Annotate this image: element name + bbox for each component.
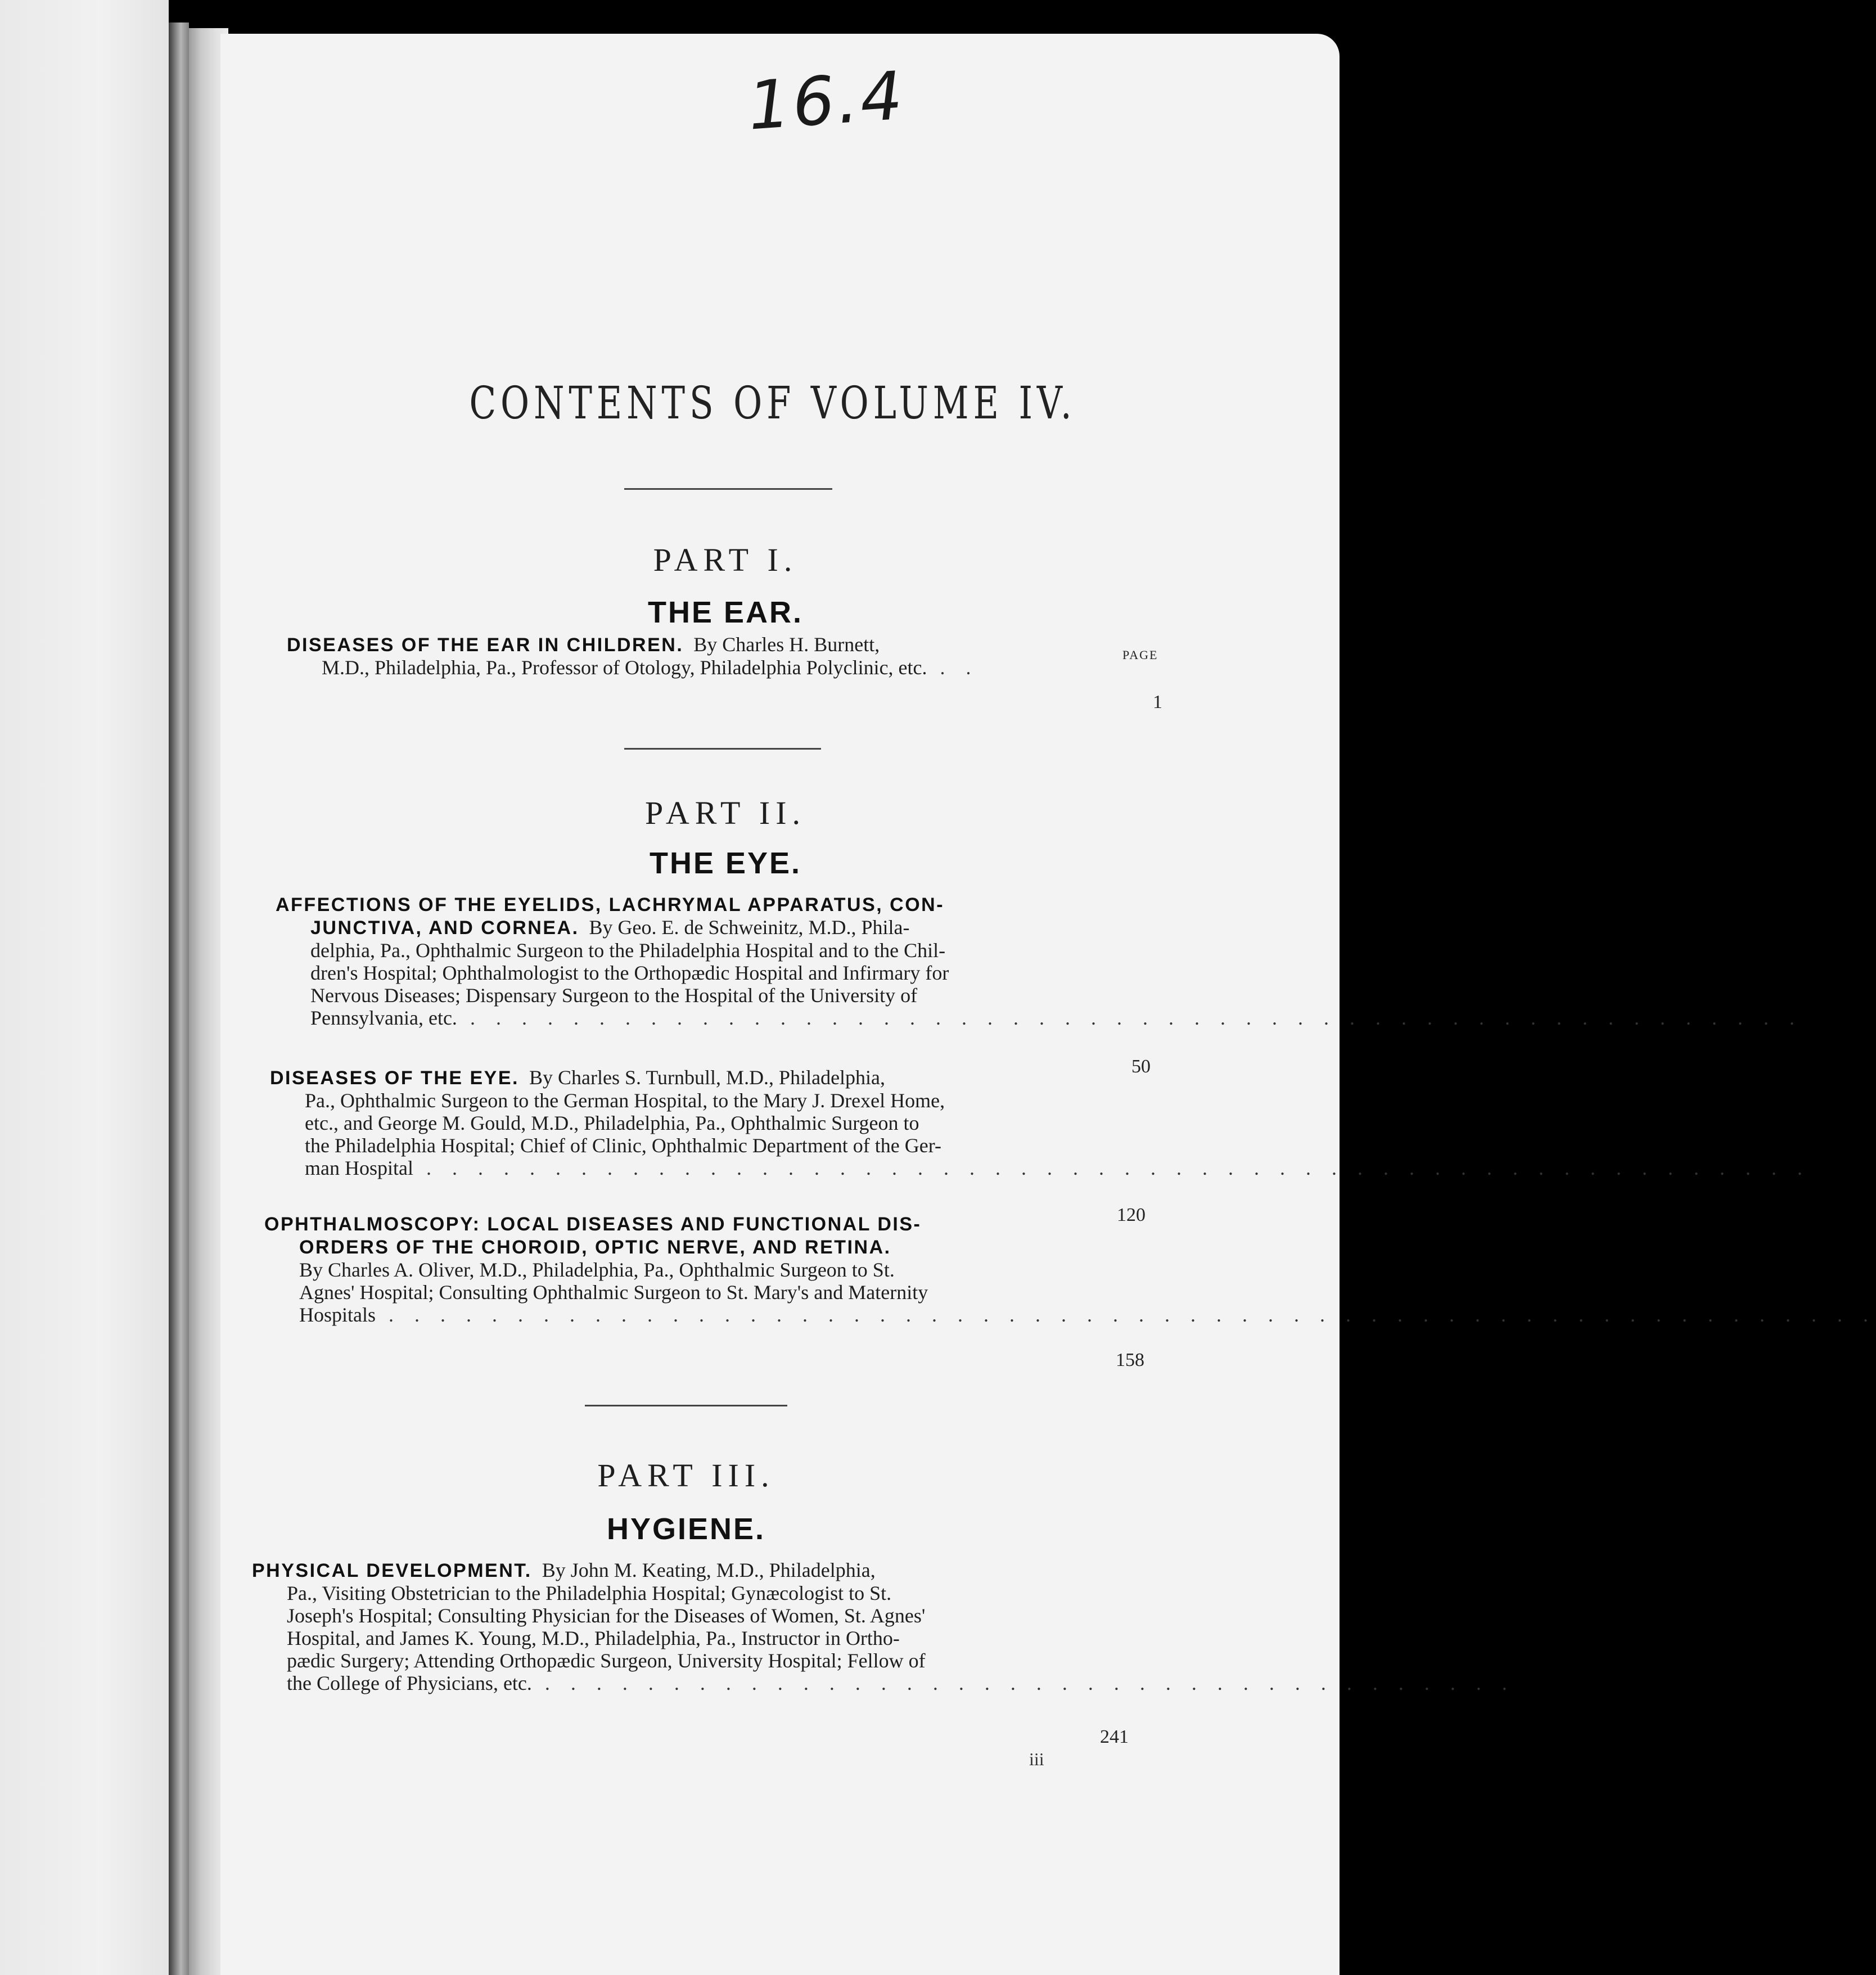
page-number: 158	[1116, 1350, 1144, 1370]
entry-line: Hospitals	[299, 1304, 376, 1326]
toc-entry	[252, 1559, 1515, 1694]
entry-line: the Philadelphia Hospital; Chief of Clinic, Ophthalmic Department of the Ger-	[305, 1134, 941, 1157]
entry-line: man Hospital	[305, 1157, 413, 1179]
entry-line: pædic Surgery; Attending Orthopædic Surgeon, University Hospital; Fellow of	[287, 1649, 926, 1672]
entry-line: Pennsylvania, etc.	[310, 1007, 457, 1029]
page-number: 1	[1153, 692, 1162, 713]
facing-page-edge	[0, 0, 169, 1975]
entry-line: the College of Physicians, etc.	[287, 1672, 532, 1694]
entry-line: Pa., Ophthalmic Surgeon to the German Hospital, to the Mary J. Drexel Home,	[305, 1089, 945, 1112]
part-label: PART I.	[653, 542, 798, 578]
part-label: PART II.	[644, 795, 806, 831]
part-subject: HYGIENE.	[606, 1512, 766, 1546]
folio: iii	[1029, 1749, 1044, 1769]
dot-leader: . . . . . . . . . . . . . . . . . . . . . . . . . . . . . . . . . . . . . .	[531, 1672, 1515, 1694]
entry-heading: OPHTHALMOSCOPY: LOCAL DISEASES AND FUNCTIONAL DIS-	[264, 1214, 922, 1235]
toc-entry	[276, 893, 1802, 1029]
entry-line: delphia, Pa., Ophthalmic Surgeon to the Philadelphia Hospital and to the Chil-	[310, 939, 946, 962]
entry-heading: DISEASES OF THE EAR IN CHILDREN.	[287, 634, 684, 656]
divider	[624, 488, 832, 490]
entry-line: Pa., Visiting Obstetrician to the Philadelphia Hospital; Gynæcologist to St.	[287, 1582, 892, 1604]
entry-line: Joseph's Hospital; Consulting Physician for the Diseases of Women, St. Agnes'	[287, 1604, 926, 1627]
entry-line: etc., and George M. Gould, M.D., Philadelphia, Pa., Ophthalmic Surgeon to	[305, 1112, 919, 1134]
entry-heading: DISEASES OF THE EYE.	[270, 1067, 519, 1089]
entry-heading: AFFECTIONS OF THE EYELIDS, LACHRYMAL APPARATUS, CON-	[276, 894, 945, 916]
entry-line: Agnes' Hospital; Consulting Ophthalmic Surgeon to St. Mary's and Maternity	[299, 1281, 928, 1304]
dot-leader: . . . . . . . . . . . . . . . . . . . . . . . . . . . . . . . . . . . . . . . . . . . . . . . . . . . .	[457, 1007, 1802, 1029]
book-gutter	[169, 22, 189, 1975]
page-number: 120	[1117, 1205, 1146, 1225]
entry-line: By Charles H. Burnett,	[693, 633, 880, 656]
toc-entry	[287, 633, 1130, 679]
entry-heading: ORDERS OF THE CHOROID, OPTIC NERVE, AND RETINA.	[299, 1237, 891, 1258]
dot-leader: . . . . . . . . . . . . . . . . . . . . . . . . . . . . . . . . . . . . . . . . . . . . . . . . . . . . . .	[413, 1157, 1810, 1179]
entry-heading: JUNCTIVA, AND CORNEA.	[310, 917, 579, 939]
entry-line: dren's Hospital; Ophthalmologist to the Orthopædic Hospital and Infirmary for	[310, 962, 949, 984]
part-subject: THE EAR.	[647, 596, 804, 629]
page-column-label: PAGE	[1122, 648, 1158, 662]
entry-line: Nervous Diseases; Dispensary Surgeon to the Hospital of the University of	[310, 984, 918, 1007]
entry-line: Hospital, and James K. Young, M.D., Philadelphia, Pa., Instructor in Ortho-	[287, 1627, 900, 1649]
entry-line: By Charles A. Oliver, M.D., Philadelphia, Pa., Ophthalmic Surgeon to St.	[299, 1259, 895, 1281]
entry-line: By Geo. E. de Schweinitz, M.D., Phila-	[589, 916, 910, 939]
entry-line: By Charles S. Turnbull, M.D., Philadelphia,	[529, 1066, 886, 1089]
handwritten-note: 16.4	[745, 56, 908, 145]
page-number: 241	[1100, 1726, 1129, 1747]
part-label: PART III.	[597, 1457, 775, 1494]
divider	[624, 748, 821, 750]
divider	[585, 1405, 787, 1406]
entry-line: By John M. Keating, M.D., Philadelphia,	[542, 1559, 876, 1581]
entry-line: M.D., Philadelphia, Pa., Professor of Otology, Philadelphia Polyclinic, etc.	[322, 656, 927, 679]
page-number: 50	[1131, 1056, 1151, 1077]
part-subject: THE EYE.	[649, 846, 802, 880]
dot-leader: . . . . . . . . . . . . . . . . . . . . . . . . . . . . . . . . . . . . . . . . . . . . . . . . . . . . . . . . . .	[376, 1304, 1876, 1326]
page-title: CONTENTS OF VOLUME IV.	[469, 377, 1076, 429]
dot-leader: . .	[927, 656, 979, 679]
entry-heading: PHYSICAL DEVELOPMENT.	[252, 1560, 532, 1581]
